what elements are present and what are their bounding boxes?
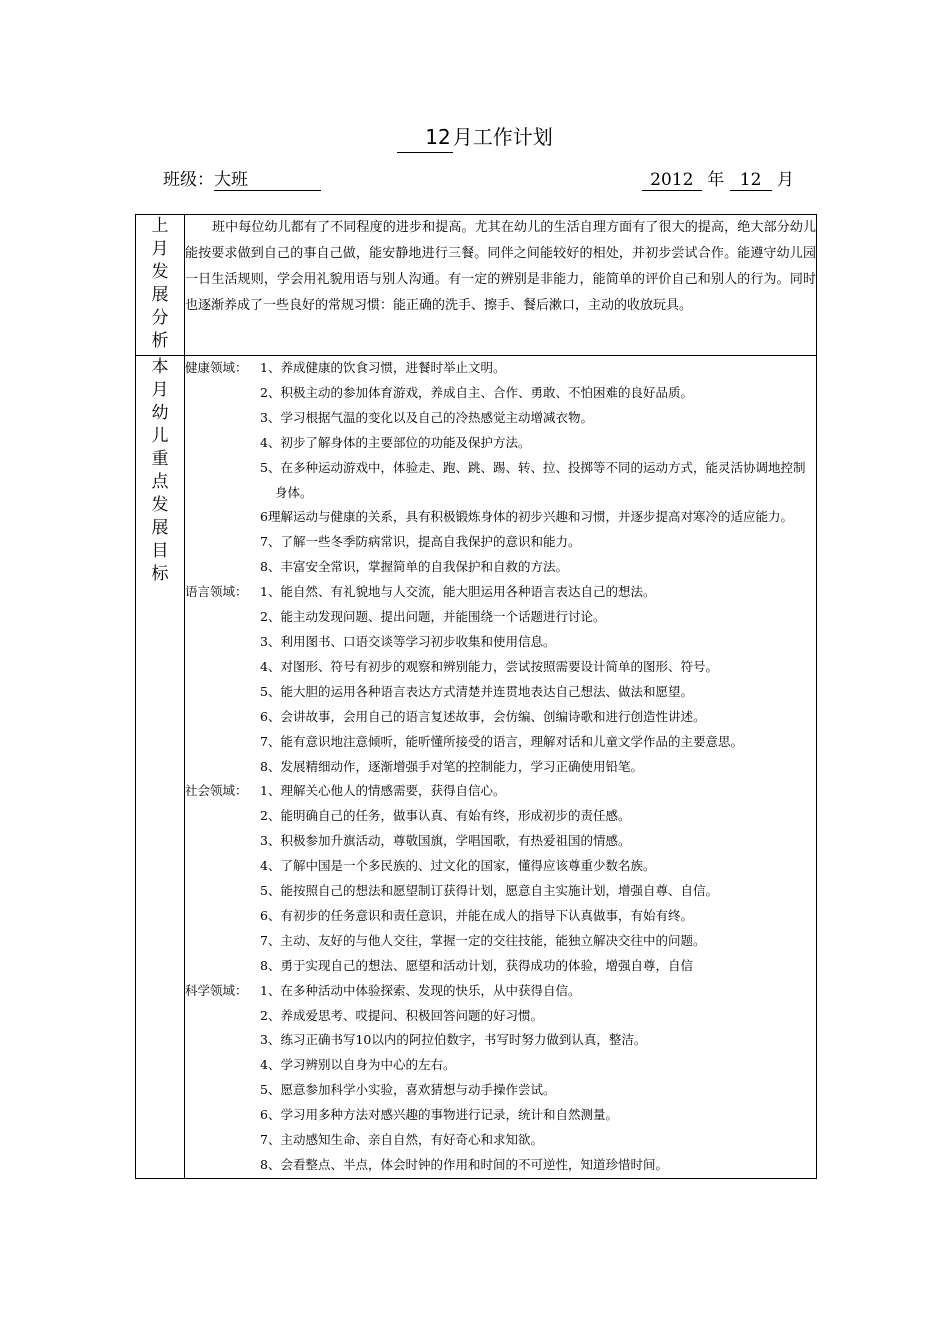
domain-health [185, 356, 816, 381]
class-label: 班级： [163, 170, 214, 190]
goal-item: 8、勇于实现自己的想法、愿望和活动计划，获得成功的体验，增强自尊，自信 [260, 957, 693, 973]
goal-item: 3、练习正确书写10以内的阿拉伯数字，书写时努力做到认真，整洁。 [260, 1032, 647, 1048]
goal-item: 2、能主动发现问题、提出问题，并能围绕一个话题进行讨论。 [260, 609, 606, 625]
analysis-text: 班中每位幼儿都有了不同程度的进步和提高。尤其在幼儿的生活自理方面有了很大的提高，绝大部分幼儿能按要求做到自己的事自己做，能安静地进行三餐。同伴之间能较好的相处，并初步尝试合作。能遵守幼儿园一日生活规则，学会用礼貌用语与别人沟通。有一定的辨别是非能力，能简单的评价自己和别人的行为。同时也逐渐养成了一些良好的常规习惯：能正确的洗手、擦手、餐后漱口，主动的收放玩具。 [185, 220, 816, 313]
goal-item: 6理解运动与健康的关系，具有积极锻炼身体的初步兴趣和习惯，并逐步提高对寒冷的适应能力。 [260, 509, 793, 525]
year-unit: 年 [707, 170, 725, 190]
goal-item: 2、养成爱思考、哎提问、积极回答问题的好习惯。 [260, 1007, 543, 1023]
label-char: 展 [151, 518, 169, 538]
class-value: 大班 [214, 165, 321, 191]
domain-social [185, 779, 816, 804]
class-info [163, 165, 321, 191]
goal-item: 3、利用图书、口语交谈等学习初步收集和使用信息。 [260, 633, 556, 649]
goals-row [136, 356, 817, 1179]
goal-item: 1、在多种活动中体验探索、发现的快乐，从中获得自信。 [260, 982, 581, 998]
year-value: 2012 [642, 170, 702, 191]
label-char: 本 [151, 357, 169, 377]
goal-item: 1、理解关心他人的情感需要，获得自信心。 [260, 783, 506, 799]
label-char: 上 [151, 216, 169, 236]
label-char: 标 [151, 564, 169, 584]
goal-item: 4、了解中国是一个多民族的、过文化的国家，懂得应该尊重少数名族。 [260, 858, 656, 874]
label-char: 重 [151, 449, 169, 469]
goal-item: 1、养成健康的饮食习惯，进餐时举止文明。 [260, 360, 506, 375]
plan-table [135, 214, 817, 1179]
goal-item: 1、能自然、有礼貌地与人交流，能大胆运用各种语言表达自己的想法。 [260, 584, 656, 600]
label-char: 展 [151, 285, 169, 305]
date-info [642, 165, 794, 191]
analysis-label [136, 215, 185, 356]
page-title [0, 121, 950, 153]
goal-item: 4、对图形、符号有初步的观察和辨别能力，尝试按照需要设计简单的图形、符号。 [260, 658, 718, 674]
domain-label: 科学领域： [185, 982, 248, 998]
label-char: 分 [151, 308, 169, 328]
goal-item: 5、能按照自己的想法和愿望制订获得计划，愿意自主实施计划，增强自尊、自信。 [260, 883, 718, 899]
goal-item: 6、会讲故事，会用自己的语言复述故事，会仿编、创编诗歌和进行创造性讲述。 [260, 708, 706, 724]
goal-item: 8、丰富安全常识，掌握简单的自我保护和自救的方法。 [260, 559, 568, 575]
goal-item: 4、学习辨别以自身为中心的左右。 [260, 1057, 456, 1073]
label-char: 发 [151, 495, 169, 515]
goal-item: 7、主动感知生命、亲自自然，有好奇心和求知欲。 [260, 1132, 543, 1148]
label-char: 点 [151, 472, 169, 492]
domain-science [185, 979, 816, 1004]
domain-label: 健康领域： [185, 360, 248, 375]
title-text: 月工作计划 [452, 125, 553, 149]
goal-item: 3、积极参加升旗活动，尊敬国旗，学唱国歌，有热爱祖国的情感。 [260, 833, 631, 849]
goal-item: 8、会看整点、半点，体会时钟的作用和时间的不可逆性，知道珍惜时间。 [260, 1157, 668, 1172]
goal-item: 2、积极主动的参加体育游戏，养成自主、合作、勇敢、不怕困难的良好品质。 [260, 384, 693, 400]
domain-label: 社会领域： [185, 783, 248, 799]
goal-item: 2、能明确自己的任务，做事认真、有始有终，形成初步的责任感。 [260, 808, 631, 824]
goal-item: 5、能大胆的运用各种语言表达方式清楚并连贯地表达自己想法、做法和愿望。 [260, 683, 693, 699]
analysis-row [136, 215, 817, 356]
analysis-content [185, 215, 817, 356]
goal-item: 4、初步了解身体的主要部位的功能及保护方法。 [260, 434, 531, 450]
goals-label [136, 356, 185, 1179]
label-char: 析 [151, 331, 169, 351]
title-month-number: 12 [397, 125, 452, 153]
month-value: 12 [730, 170, 772, 191]
label-char: 月 [151, 380, 169, 400]
goal-item: 6、学习用多种方法对感兴趣的事物进行记录，统计和自然测量。 [260, 1107, 618, 1123]
label-char: 幼 [151, 403, 169, 423]
goal-item: 6、有初步的任务意识和责任意识，并能在成人的指导下认真做事，有始有终。 [260, 907, 693, 923]
domain-language [185, 580, 816, 605]
goal-item: 7、主动、友好的与他人交往，掌握一定的交往技能，能独立解决交往中的问题。 [260, 932, 706, 948]
goal-item: 7、了解一些冬季防病常识，提高自我保护的意识和能力。 [260, 534, 581, 550]
goal-item: 3、学习根据气温的变化以及自己的冷热感觉主动增减衣物。 [260, 409, 593, 425]
month-unit: 月 [777, 170, 794, 190]
goal-item: 5、在多种运动游戏中，体验走、跑、跳、踢、转、拉、投掷等不同的运动方式，能灵活协调地控制身体。 [260, 459, 806, 500]
domain-label: 语言领域： [185, 584, 248, 600]
goal-item: 7、能有意识地注意倾听，能听懂所接受的语言，理解对话和儿童文学作品的主要意思。 [260, 733, 743, 749]
label-char: 目 [151, 541, 169, 561]
label-char: 发 [151, 262, 169, 282]
goal-item: 8、发展精细动作，逐渐增强手对笔的控制能力，学习正确使用铅笔。 [260, 758, 643, 774]
goals-content [185, 356, 817, 1179]
label-char: 儿 [151, 426, 169, 446]
label-char: 月 [151, 239, 169, 259]
goal-item: 5、愿意参加科学小实验，喜欢猜想与动手操作尝试。 [260, 1082, 556, 1098]
